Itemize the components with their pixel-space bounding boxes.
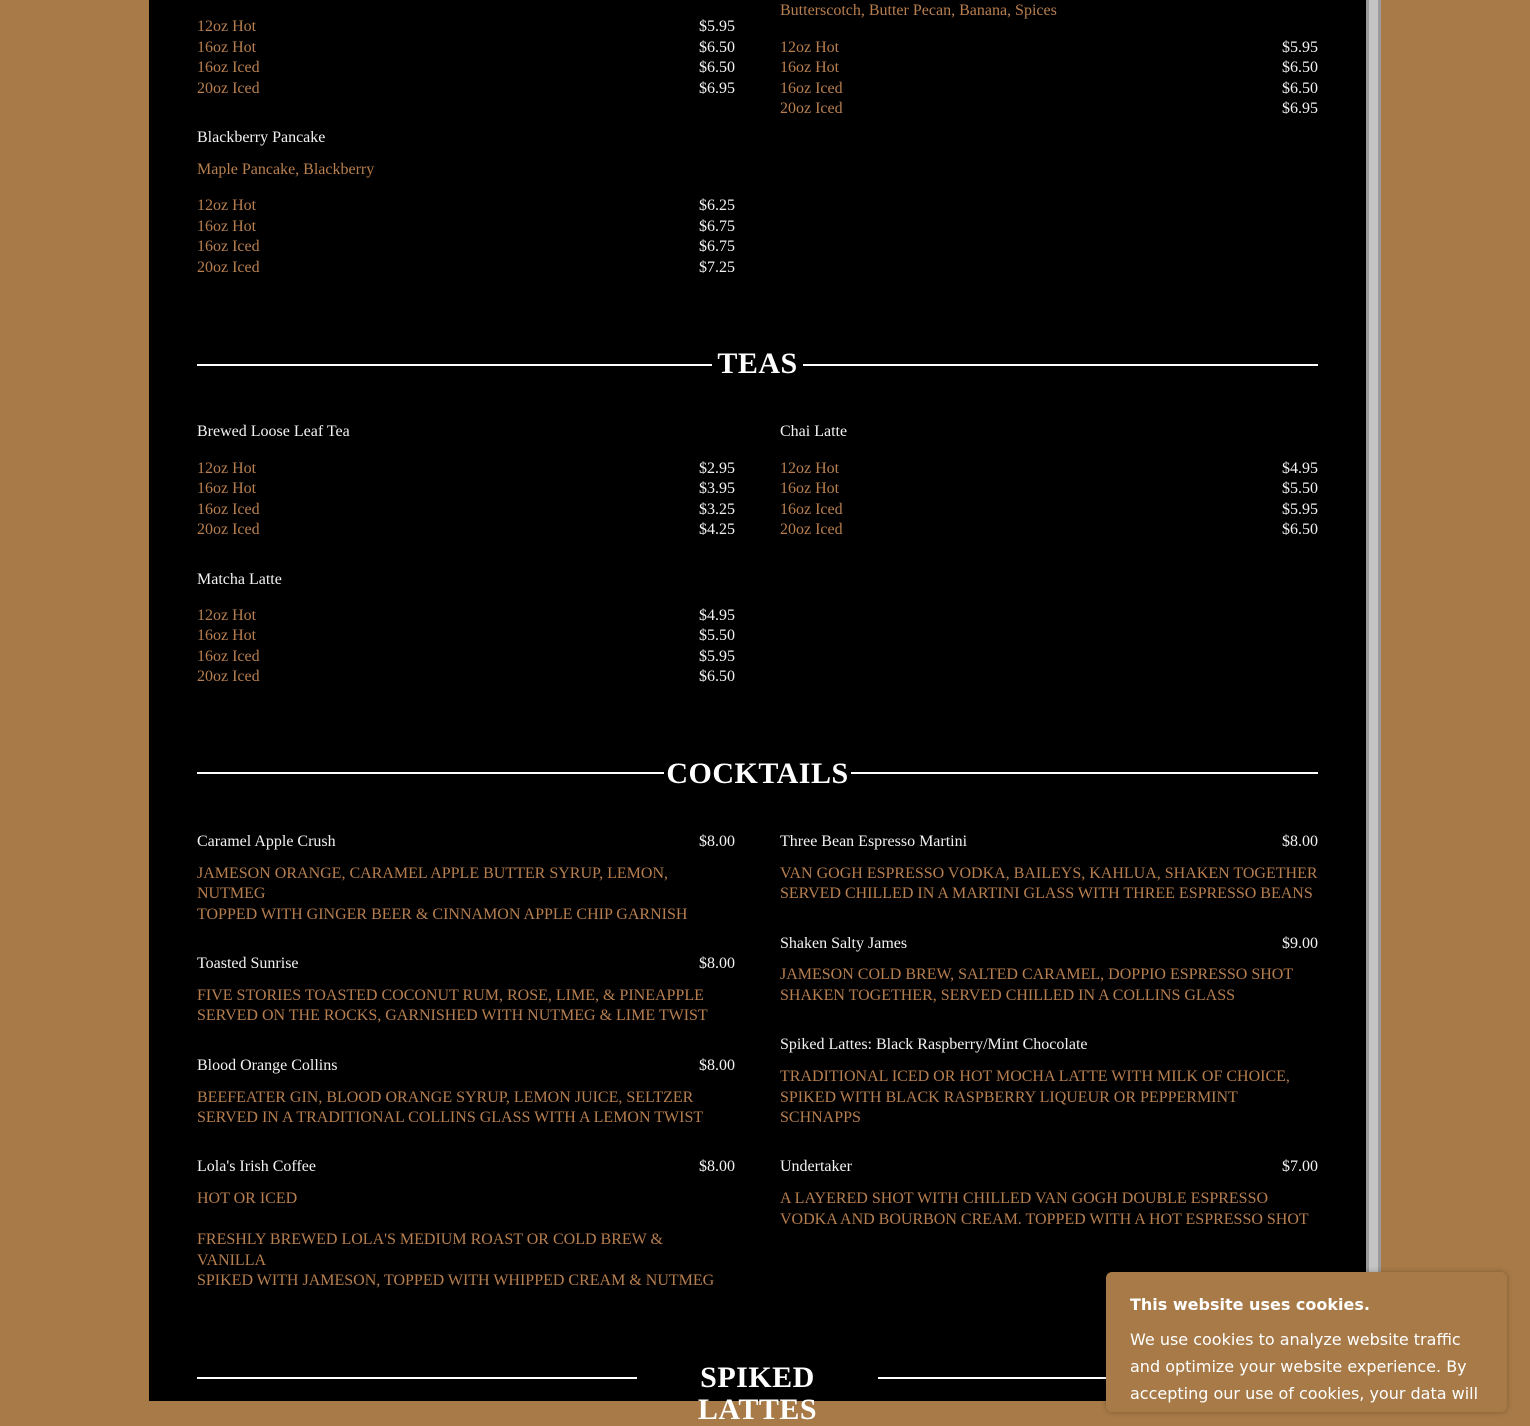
item-name: Toasted Sunrise	[197, 955, 299, 972]
item-price: $8.00	[699, 1057, 735, 1074]
size-price: $6.50	[1282, 521, 1318, 538]
item-price: $7.00	[1282, 1158, 1318, 1175]
size-label: 20oz Iced	[780, 521, 843, 538]
size-label: 12oz Hot	[197, 18, 257, 35]
item-description: A LAYERED SHOT WITH CHILLED VAN GOGH DOUBLE ESPRESSO	[780, 1190, 1269, 1207]
size-price: $5.95	[699, 648, 735, 665]
size-label: 20oz Iced	[197, 80, 260, 97]
size-label: 16oz Iced	[197, 238, 260, 255]
item-description: SPIKED WITH BLACK RASPBERRY LIQUEUR OR PEPPERMINT	[780, 1089, 1238, 1106]
item-name: Blackberry Pancake	[197, 129, 326, 146]
size-price: $7.25	[699, 259, 735, 276]
section-title-spiked-lattes: SPIKED LATTES	[697, 1361, 818, 1426]
size-label: 12oz Hot	[780, 460, 840, 477]
size-price: $4.25	[699, 521, 735, 538]
item-description: SPIKED WITH JAMESON, TOPPED WITH WHIPPED CREAM & NUTMEG	[197, 1272, 715, 1289]
section-divider-left	[197, 1377, 637, 1379]
size-label: 16oz Iced	[780, 501, 843, 518]
item-description: NUTMEG	[197, 885, 266, 902]
cookie-body: We use cookies to analyze website traffic and optimize your website experience. By accepting our use of cookies, your data will	[1130, 1330, 1479, 1403]
item-description: FRESHLY BREWED LOLA'S MEDIUM ROAST OR COLD BREW &	[197, 1231, 663, 1248]
section-divider-left	[197, 772, 664, 774]
section-divider-left	[197, 364, 712, 366]
size-price: $6.50	[1282, 80, 1318, 97]
item-description: SERVED ON THE ROCKS, GARNISHED WITH NUTMEG & LIME TWIST	[197, 1007, 708, 1024]
item-name: Lola's Irish Coffee	[197, 1158, 316, 1175]
scrollbar-thumb[interactable]	[1369, 0, 1378, 1401]
item-name: Caramel Apple Crush	[197, 833, 336, 850]
item-description: BEEFEATER GIN, BLOOD ORANGE SYRUP, LEMON JUICE, SELTZER	[197, 1089, 694, 1106]
item-name: Matcha Latte	[197, 571, 282, 588]
size-price: $3.25	[699, 501, 735, 518]
size-price: $6.95	[699, 80, 735, 97]
item-price: $8.00	[699, 955, 735, 972]
size-label: 20oz Iced	[197, 259, 260, 276]
size-price: $5.50	[699, 627, 735, 644]
size-label: 12oz Hot	[197, 197, 257, 214]
item-description: VODKA AND BOURBON CREAM. TOPPED WITH A HOT ESPRESSO SHOT	[780, 1211, 1309, 1228]
size-price: $6.50	[699, 668, 735, 685]
size-label: 12oz Hot	[780, 39, 840, 56]
size-price: $6.75	[699, 238, 735, 255]
size-price: $3.95	[699, 480, 735, 497]
size-label: 16oz Hot	[780, 480, 840, 497]
item-name: Three Bean Espresso Martini	[780, 833, 968, 850]
size-price: $6.50	[1282, 59, 1318, 76]
size-price: $2.95	[699, 460, 735, 477]
item-description: Butterscotch, Butter Pecan, Banana, Spices	[780, 2, 1057, 19]
size-price: $6.95	[1282, 100, 1318, 117]
item-description: TOPPED WITH GINGER BEER & CINNAMON APPLE CHIP GARNISH	[197, 906, 688, 923]
item-price: $8.00	[699, 1158, 735, 1175]
size-price: $5.95	[699, 18, 735, 35]
size-label: 16oz Hot	[197, 480, 257, 497]
item-description: JAMESON COLD BREW, SALTED CARAMEL, DOPPIO ESPRESSO SHOT	[780, 966, 1294, 983]
size-label: 16oz Hot	[197, 627, 257, 644]
item-description: FIVE STORIES TOASTED COCONUT RUM, ROSE, LIME, & PINEAPPLE	[197, 987, 704, 1004]
size-label: 16oz Iced	[197, 648, 260, 665]
size-price: $4.95	[1282, 460, 1318, 477]
size-label: 20oz Iced	[780, 100, 843, 117]
section-divider-right	[803, 364, 1318, 366]
size-price: $6.75	[699, 218, 735, 235]
size-price: $4.95	[699, 607, 735, 624]
size-label: 16oz Hot	[197, 218, 257, 235]
item-price: $8.00	[1282, 833, 1318, 850]
size-price: $5.95	[1282, 501, 1318, 518]
size-label: 12oz Hot	[197, 460, 257, 477]
size-label: 16oz Hot	[197, 39, 257, 56]
size-label: 16oz Iced	[197, 501, 260, 518]
item-description: VAN GOGH ESPRESSO VODKA, BAILEYS, KAHLUA, SHAKEN TOGETHER	[780, 865, 1318, 882]
size-label: 16oz Iced	[197, 59, 260, 76]
item-description: TRADITIONAL ICED OR HOT MOCHA LATTE WITH MILK OF CHOICE,	[780, 1068, 1290, 1085]
item-description: VANILLA	[197, 1252, 267, 1269]
size-label: 16oz Iced	[780, 80, 843, 97]
section-divider-right	[851, 772, 1318, 774]
item-name: Spiked Lattes: Black Raspberry/Mint Chocolate	[780, 1036, 1088, 1053]
cookie-title: This website uses cookies.	[1130, 1295, 1370, 1314]
size-price: $5.95	[1282, 39, 1318, 56]
item-description: SERVED CHILLED IN A MARTINI GLASS WITH THREE ESPRESSO BEANS	[780, 885, 1313, 902]
item-name: Blood Orange Collins	[197, 1057, 338, 1074]
item-name: Brewed Loose Leaf Tea	[197, 423, 350, 440]
item-description: Maple Pancake, Blackberry	[197, 161, 375, 178]
item-description: SHAKEN TOGETHER, SERVED CHILLED IN A COLLINS GLASS	[780, 987, 1236, 1004]
item-name: Shaken Salty James	[780, 935, 908, 952]
item-description: SCHNAPPS	[780, 1109, 861, 1126]
size-label: 20oz Iced	[197, 668, 260, 685]
size-price: $5.50	[1282, 480, 1318, 497]
section-title-cocktails: COCKTAILS	[666, 757, 849, 790]
item-price: $8.00	[699, 833, 735, 850]
size-price: $6.50	[699, 59, 735, 76]
size-label: 16oz Hot	[780, 59, 840, 76]
cookie-banner	[1106, 1272, 1507, 1412]
item-price: $9.00	[1282, 935, 1318, 952]
size-label: 20oz Iced	[197, 521, 260, 538]
size-price: $6.25	[699, 197, 735, 214]
item-description: SERVED IN A TRADITIONAL COLLINS GLASS WITH A LEMON TWIST	[197, 1109, 704, 1126]
item-name: Undertaker	[780, 1158, 852, 1175]
size-label: 12oz Hot	[197, 607, 257, 624]
size-price: $6.50	[699, 39, 735, 56]
item-name: Chai Latte	[780, 423, 848, 440]
section-title-teas: TEAS	[717, 347, 798, 380]
item-description: HOT OR ICED	[197, 1190, 298, 1207]
item-description: JAMESON ORANGE, CARAMEL APPLE BUTTER SYRUP, LEMON,	[197, 865, 669, 882]
